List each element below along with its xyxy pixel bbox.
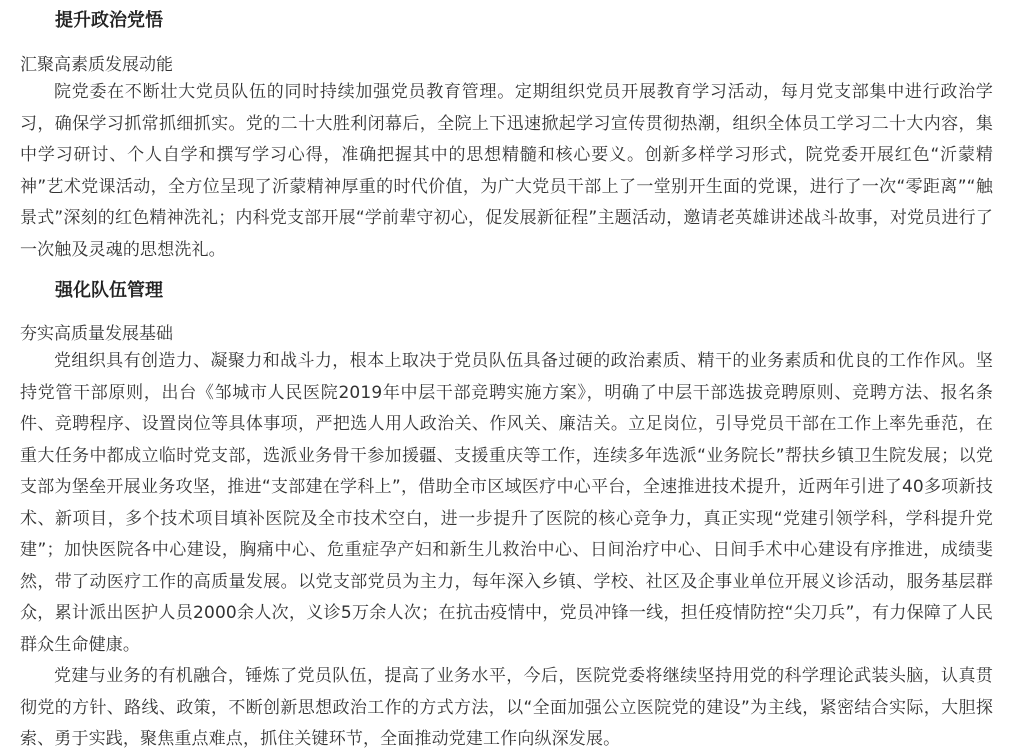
- section-subtitle-political: 汇聚高素质发展动能: [20, 55, 173, 75]
- paragraph: 院党委在不断壮大党员队伍的同时持续加强党员教育管理。定期组织党员开展教育学习活动，每月党支部集中进行政治学习，确保学习抓常抓细抓实。党的二十大胜利闭幕后，全院上下迅速掀起学习宣传贯彻热潮，组织全体员工学习二十大内容，集中学习研讨、个人自学和撰写学习心得，准确把握其中的思想精髓和核心要义。创新多样学习形式，院党委开展红色“沂蒙精神”艺术党课活动，全方位呈现了沂蒙精神厚重的时代价值，为广大党员干部上了一堂别开生面的党课，进行了一次“零距离”“触景式”深刻的红色精神洗礼；内科党支部开展“学前辈守初心，促发展新征程”主题活动，邀请老英雄讲述战斗故事，对党员进行了一次触及灵魂的思想洗礼。: [20, 82, 993, 260]
- section-heading-team: 强化队伍管理: [55, 280, 163, 301]
- paragraph: 党建与业务的有机融合，锤炼了党员队伍，提高了业务水平，今后，医院党委将继续坚持用党的科学理论武装头脑，认真贯彻党的方针、路线、政策，不断创新思想政治工作的方式方法，以“全面加强公立医院党的建设”为主线，紧密结合实际，大胆探索、勇于实践，聚焦重点难点，抓住关键环节，全面推动党建工作向纵深发展。: [20, 666, 993, 749]
- section-heading-political: 提升政治党悟: [55, 10, 163, 31]
- section-subtitle-team: 夯实高质量发展基础: [20, 324, 173, 344]
- paragraph: 党组织具有创造力、凝聚力和战斗力，根本上取决于党员队伍具备过硬的政治素质、精干的业务素质和优良的工作作风。坚持党管干部原则，出台《邹城市人民医院2019年中层干部竞聘实施方案》，明确了中层干部选拔竞聘原则、竞聘方法、报名条件、竞聘程序、设置岗位等具体事项，严把选人用人政治关、作风关、廉洁关。立足岗位，引导党员干部在工作上率先垂范，在重大任务中都成立临时党支部，选派业务骨干参加援疆、支援重庆等工作，连续多年选派“业务院长”帮扶乡镇卫生院发展；以党支部为堡垒开展业务攻坚，推进“支部建在学科上”，借助全市区域医疗中心平台，全速推进技术提升，近两年引进了40多项新技术、新项目，多个技术项目填补医院及全市技术空白，进一步提升了医院的核心竞争力，真正实现“党建引领学科，学科提升党建”；加快医院各中心建设，胸痛中心、危重症孕产妇和新生儿救治中心、日间治疗中心、日间手术中心建设有序推进，成绩斐然，带了动医疗工作的高质量发展。以党支部党员为主力，每年深入乡镇、学校、社区及企事业单位开展义诊活动，服务基层群众，累计派出医护人员2000余人次，义诊5万余人次；在抗击疫情中，党员冲锋一线，担任疫情防控“尖刀兵”，有力保障了人民群众生命健康。: [20, 351, 993, 655]
